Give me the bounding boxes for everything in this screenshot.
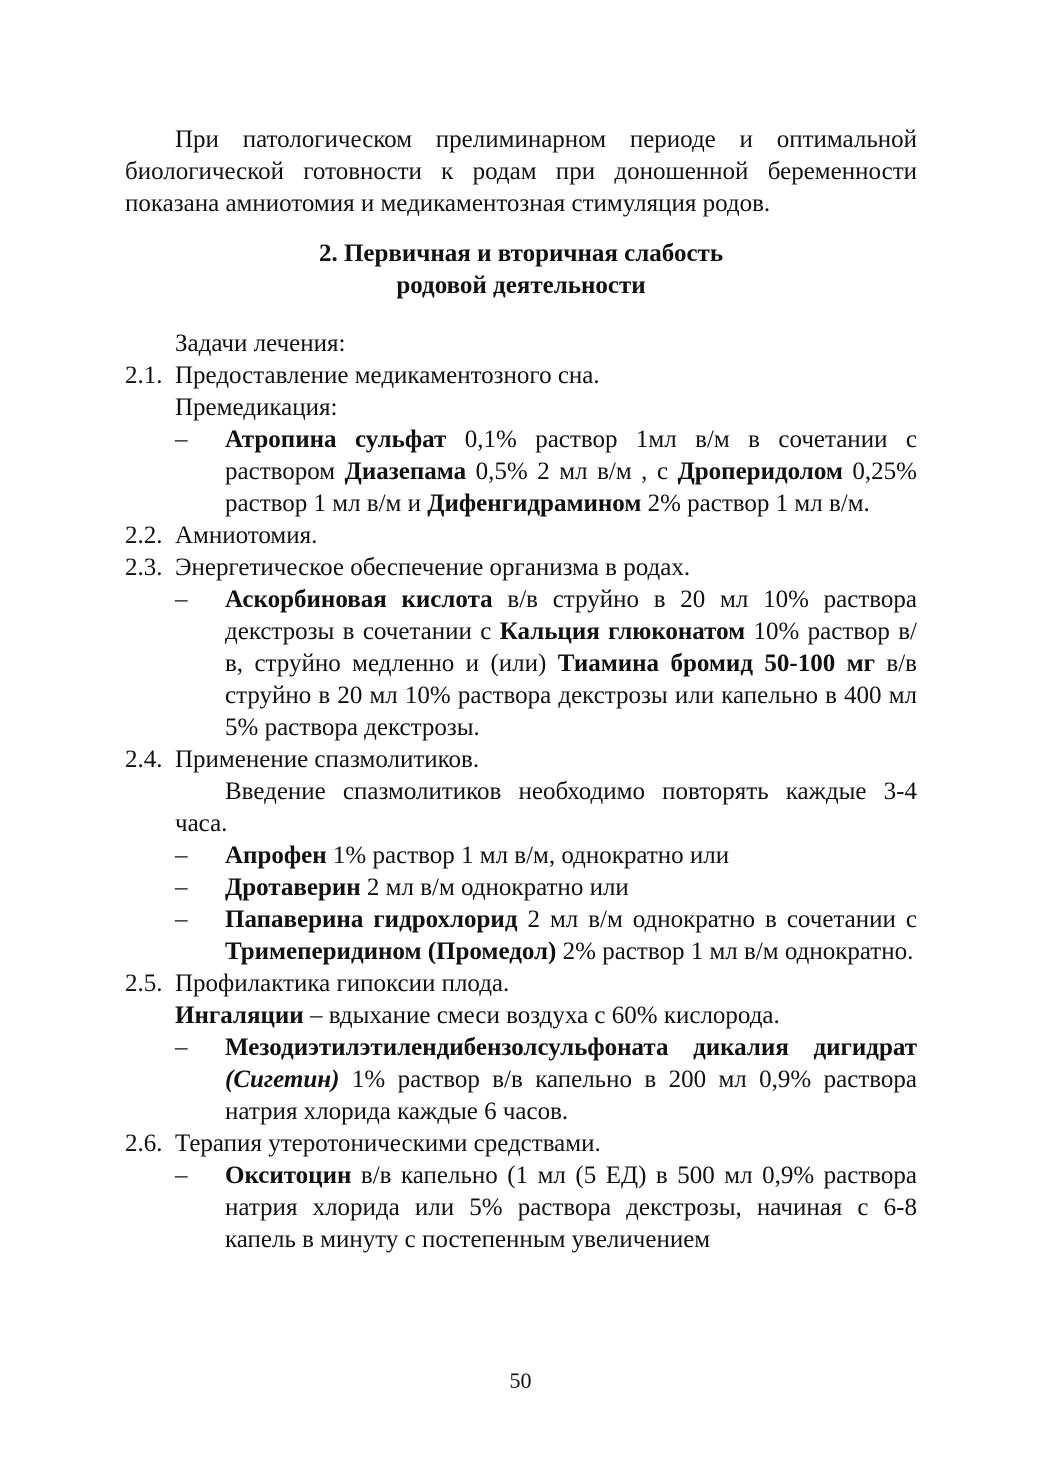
heading-line-1: 2. Первичная и вторичная слабость <box>318 240 724 267</box>
drug-name: Окситоцин <box>225 1162 352 1189</box>
item-2-5 <box>125 968 917 1000</box>
item-title: Профилактика гипоксии плода. <box>175 970 510 997</box>
item-2-6 <box>125 1128 917 1160</box>
drug-text: 2% раствор 1 мл в/м однократно. <box>556 938 914 965</box>
item-title: Терапия утеротоническими средствами. <box>175 1130 601 1157</box>
drug-text: 2% раствор 1 мл в/м. <box>641 490 870 517</box>
premedication-label: Премедикация: <box>175 394 338 421</box>
item-number: 2.3. <box>125 554 163 581</box>
item-number: 2.1. <box>125 362 163 389</box>
list-item <box>125 424 917 520</box>
item-2-3 <box>125 552 917 584</box>
dash-bullet: – <box>175 906 188 933</box>
drug-name: Апрофен <box>225 842 327 869</box>
drug-name: Папаверина гидрохлорид <box>225 906 518 933</box>
list-item <box>125 872 917 904</box>
drug-text: 2 мл в/м однократно или <box>360 874 629 901</box>
item-2-1 <box>125 360 917 392</box>
inhalation-line <box>125 1000 917 1032</box>
drug-name: Мезодиэтилэтилендибензолсульфоната дикалия дигидрат <box>225 1034 917 1061</box>
drug-name: Тиамина бромид 50-100 мг <box>557 650 876 677</box>
drug-text: в/в струйно в 20 мл 10% раствора декстрозы или капельно в 400 мл 5% раствора декстрозы. <box>225 650 917 741</box>
drug-name: Кальция глюконатом <box>499 618 746 645</box>
drug-name: Дифенгидрамином <box>427 490 642 517</box>
drug-text: 0,5% 2 мл в/м , с <box>466 458 678 485</box>
item-number: 2.2. <box>125 522 163 549</box>
dash-bullet: – <box>175 1034 188 1061</box>
drug-trade-name: (Сигетин) <box>225 1066 340 1093</box>
list-item <box>125 1160 917 1256</box>
list-item <box>125 584 917 744</box>
drug-text: 10% раствор в/в, струйно медленно и (или) <box>225 618 917 677</box>
item-title: Амниотомия. <box>175 522 318 549</box>
intro-paragraph: При патологическом прелиминарном периоде и оптимальной биологической готовности к родам при доношенной беременности показана амниотомия и медикаментозная стимуляция родов. <box>125 126 917 217</box>
drug-name: Аскорбиновая кислота <box>225 586 493 613</box>
drug-text: в/в струйно в 20 мл 10% раствора декстрозы в сочетании с <box>225 586 917 645</box>
item-number: 2.5. <box>125 970 163 997</box>
drug-text: 0,1% раствор 1мл в/м в сочетании с раствором <box>225 426 917 485</box>
drug-text: 0,25% раствор 1 мл в/м и <box>225 458 917 517</box>
antispasmodic-note: Введение спазмолитиков необходимо повторять каждые 3-4 часа. <box>175 778 917 837</box>
drug-name: Дроперидолом <box>677 458 843 485</box>
section-heading <box>125 238 917 302</box>
drug-name: Тримеперидином (Промедол) <box>225 938 557 965</box>
item-number: 2.6. <box>125 1130 163 1157</box>
drug-text: 2 мл в/м однократно в сочетании с <box>517 906 917 933</box>
dash-bullet: – <box>175 586 188 613</box>
dash-bullet: – <box>175 1162 188 1189</box>
list-item <box>125 904 917 968</box>
drug-text: 1% раствор 1 мл в/м, однократно или <box>326 842 730 869</box>
item-title: Предоставление медикаментозного сна. <box>175 362 600 389</box>
item-title: Энергетическое обеспечение организма в родах. <box>175 554 691 581</box>
page-body <box>125 124 917 1256</box>
dash-bullet: – <box>175 842 188 869</box>
heading-line-2: родовой деятельности <box>396 272 646 299</box>
list-item <box>125 1032 917 1128</box>
drug-name: Дротаверин <box>225 874 361 901</box>
page-number: 50 <box>509 1368 532 1393</box>
drug-text: – вдыхание смеси воздуха с 60% кислорода. <box>303 1002 780 1029</box>
item-2-4 <box>125 744 917 776</box>
drug-name: Атропина сульфат <box>225 426 447 453</box>
drug-name: Диазепама <box>344 458 467 485</box>
drug-text: 1% раствор в/в капельно в 200 мл 0,9% раствора натрия хлорида каждые 6 часов. <box>225 1066 917 1125</box>
drug-name: Ингаляции <box>175 1002 304 1029</box>
dash-bullet: – <box>175 874 188 901</box>
item-number: 2.4. <box>125 746 163 773</box>
tasks-label: Задачи лечения: <box>175 330 346 357</box>
item-2-2 <box>125 520 917 552</box>
item-title: Применение спазмолитиков. <box>175 746 480 773</box>
dash-bullet: – <box>175 426 188 453</box>
list-item <box>125 840 917 872</box>
drug-text: в/в капельно (1 мл (5 ЕД) в 500 мл 0,9% раствора натрия хлорида или 5% раствора декстрозы, начиная с 6-8 капель в минуту с постепенным увеличением <box>225 1162 917 1253</box>
